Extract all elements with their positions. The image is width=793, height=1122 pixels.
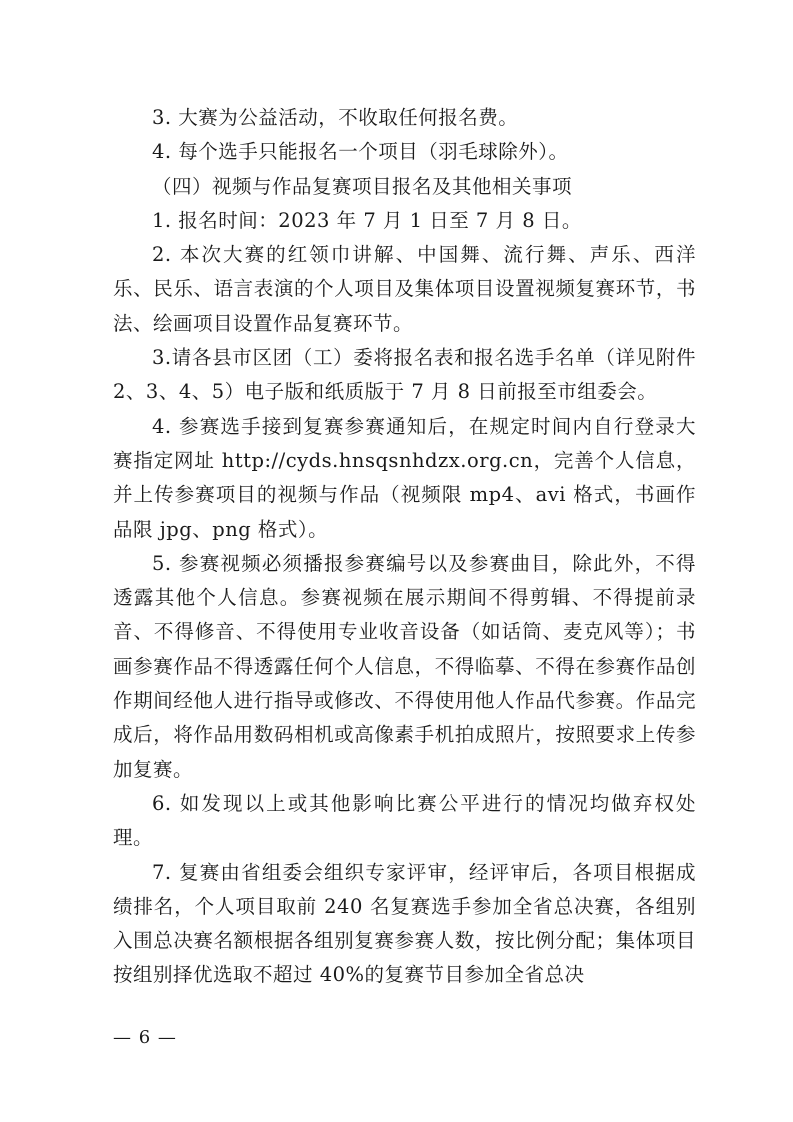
- paragraph-registration-time: 1. 报名时间：2023 年 7 月 1 日至 7 月 8 日。: [152, 208, 582, 232]
- paragraph-no-fee: 3. 大赛为公益活动，不收取任何报名费。: [152, 106, 519, 129]
- paragraph-video-rounds: 2. 本次大赛的红领巾讲解、中国舞、流行舞、声乐、西洋乐、民乐、语言表演的个人项目及集体项目设置视频复赛环节，书法、绘画项目设置作品复赛环节。: [113, 243, 696, 335]
- paragraph-one-project: 4. 每个选手只能报名一个项目（羽毛球除外）。: [152, 140, 569, 164]
- paragraph-video-rules: 5. 参赛视频必须播报参赛编号以及参赛曲目，除此外，不得透露其他个人信息。参赛视频在展示期间不得剪辑、不得提前录音、不得修音、不得使用专业收音设备（如话筒、麦克风等）；书画参赛作品不得透露任何个人信息，不得临摹、不得在参赛作品创作期间经他人进行指导或修改、不得使用他人作品代参赛。作品完成后，将作品用数码相机或高像素手机拍成照片，按照要求上传参加复赛。: [113, 551, 696, 781]
- paragraph-review-ranking: 7. 复赛由省组委会组织专家评审，经评审后，各项目根据成绩排名，个人项目取前 240 名复赛选手参加全省总决赛，各组别入围总决赛名额根据各组别复赛参赛人数，按比例分配；集体项目按组别择优选取不超过 40%的复赛节目参加全省总决: [113, 860, 696, 987]
- paragraph-website-upload: 4. 参赛选手接到复赛参赛通知后，在规定时间内自行登录大赛指定网址 http://cyds.hnsqsnhdzx.org.cn，完善个人信息，并上传参赛项目的视频与作品（视频限 mp4、avi 格式，书画作品限 jpg、png 格式）。: [113, 414, 696, 541]
- paragraph-submit-forms: 3.请各县市区团（工）委将报名表和报名选手名单（详见附件 2、3、4、5）电子版和纸质版于 7 月 8 日前报至市组委会。: [113, 346, 696, 404]
- section-heading-video-works: （四）视频与作品复赛项目报名及其他相关事项: [152, 174, 573, 198]
- paragraph-disqualification: 6. 如发现以上或其他影响比赛公平进行的情况均做弃权处理。: [113, 791, 696, 850]
- page-number: — 6 —: [113, 1027, 177, 1048]
- document-body: [113, 101, 696, 993]
